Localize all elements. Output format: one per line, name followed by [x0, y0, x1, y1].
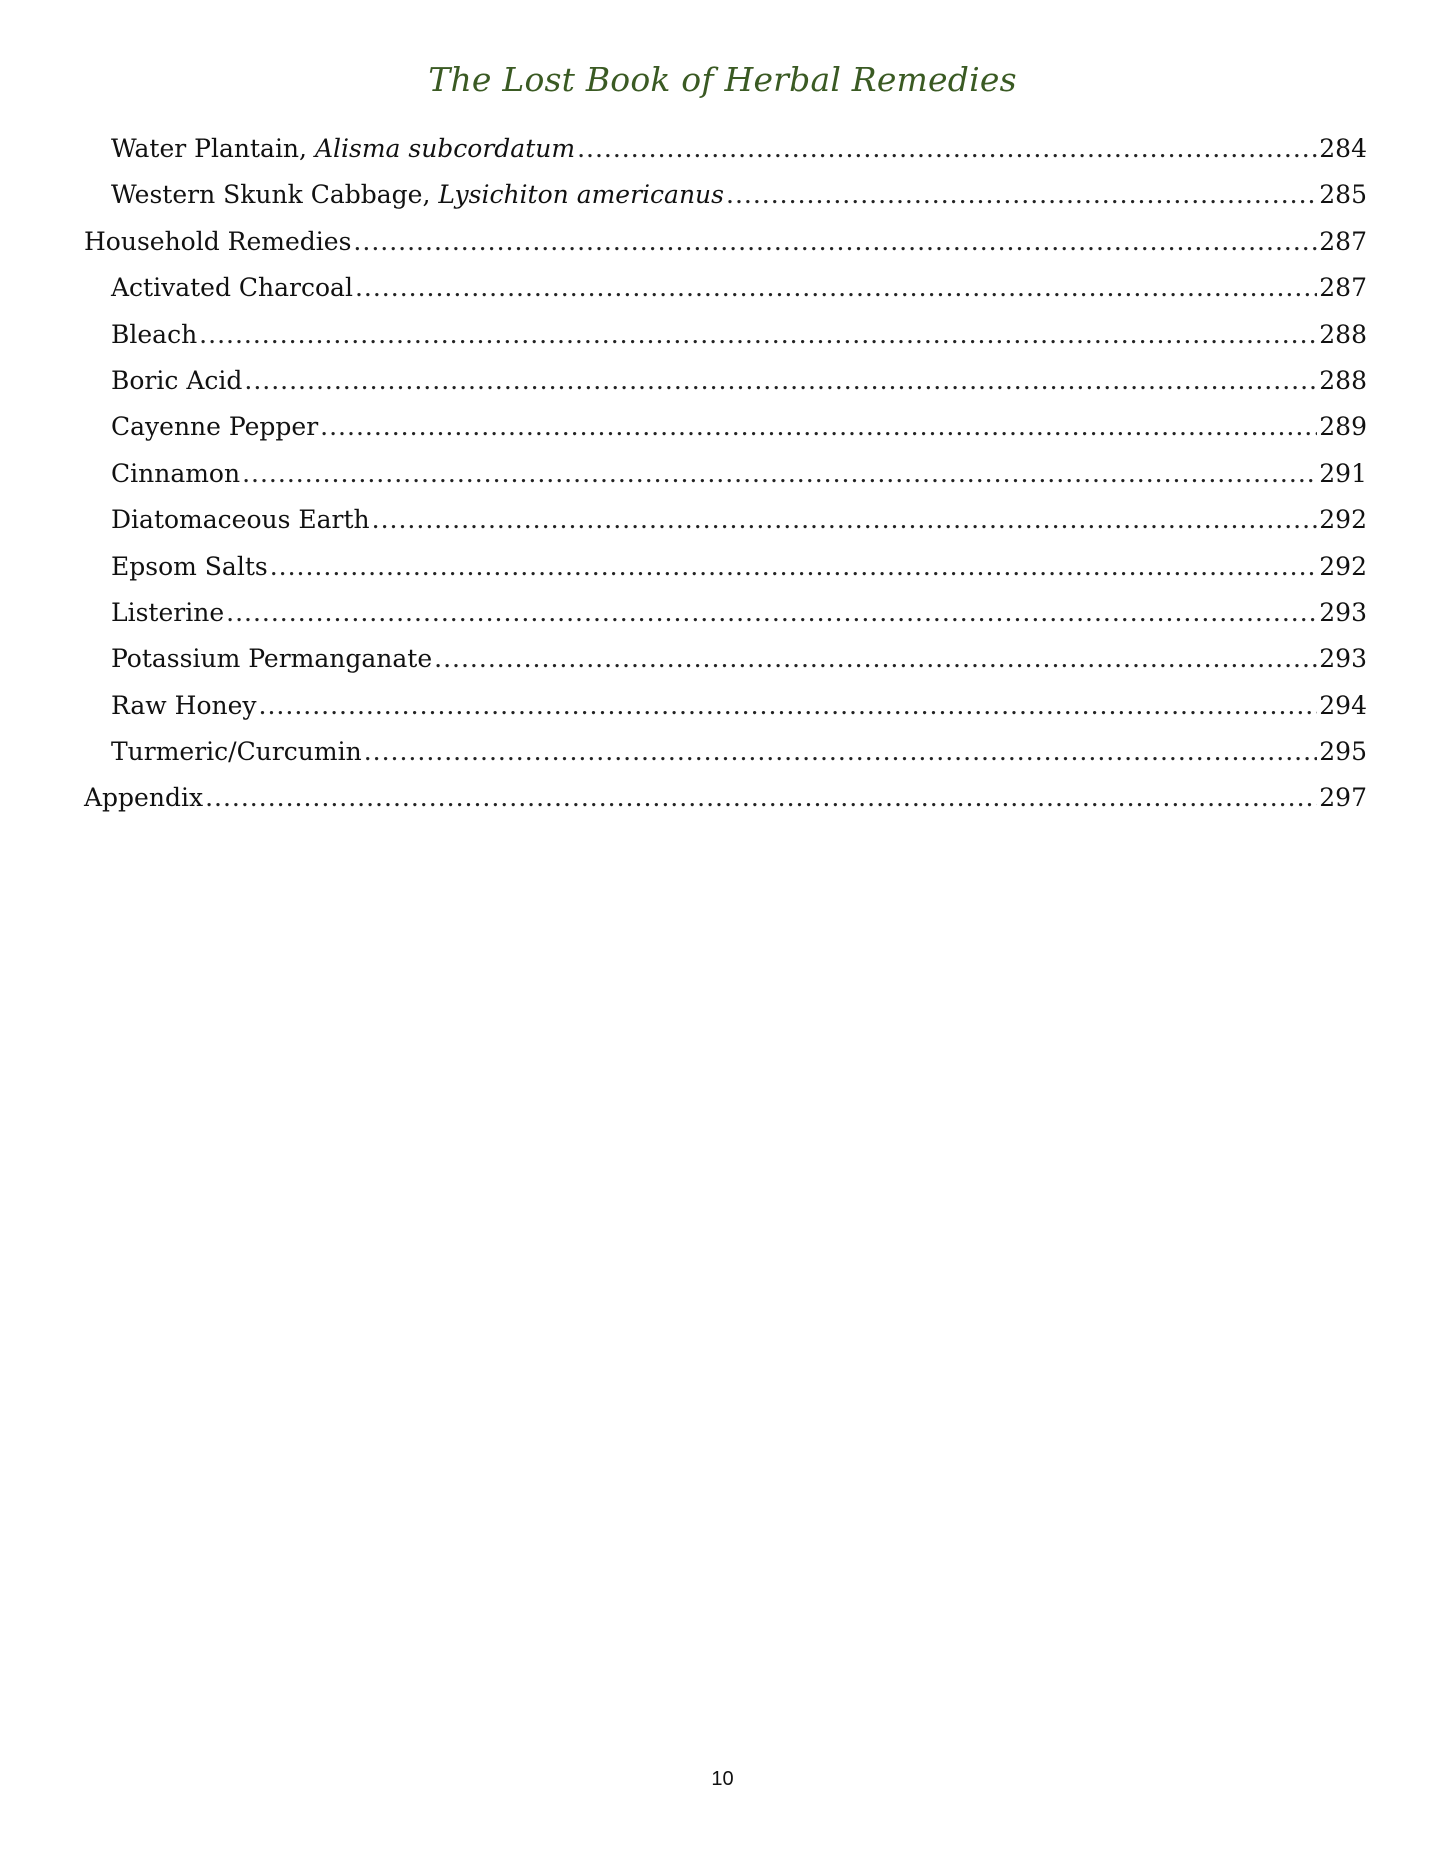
dot-leader: [270, 552, 1318, 581]
toc-entry-page: 293: [1319, 597, 1367, 627]
table-of-contents: [84, 134, 1367, 830]
toc-entry-label: Boric Acid: [111, 365, 243, 395]
toc-entry-page: 284: [1319, 134, 1367, 163]
toc-entry-latin-name: Alisma subcordatum: [314, 134, 576, 163]
toc-entry-label: Epsom Salts: [111, 551, 268, 581]
toc-entry-label: Cinnamon: [111, 458, 241, 488]
toc-section-appendix[interactable]: [84, 783, 1367, 829]
toc-entry[interactable]: [84, 459, 1367, 505]
toc-entry-page: 289: [1319, 412, 1367, 442]
toc-entry-page: 295: [1319, 737, 1367, 767]
toc-section-label: Household Remedies: [84, 226, 352, 256]
toc-entry-page: 288: [1319, 319, 1367, 349]
dot-leader: [577, 134, 1317, 163]
dot-leader: [353, 227, 1317, 256]
toc-entry[interactable]: [84, 320, 1367, 366]
toc-entry-label: Raw Honey: [111, 690, 257, 720]
toc-entry[interactable]: [84, 598, 1367, 644]
toc-entry-page: 285: [1319, 180, 1367, 210]
dot-leader: [199, 320, 1317, 349]
toc-entry-page: 293: [1319, 644, 1367, 674]
toc-entry-page: 294: [1319, 690, 1367, 720]
toc-entry-label: Bleach: [111, 319, 198, 349]
toc-entry[interactable]: [84, 366, 1367, 412]
toc-section-household-remedies[interactable]: [84, 227, 1367, 273]
toc-section-label: Appendix: [84, 783, 204, 813]
toc-entry-page: 292: [1319, 551, 1367, 581]
toc-entry-label: Diatomaceous Earth: [111, 505, 370, 535]
toc-entry[interactable]: [84, 737, 1367, 783]
toc-entry-label: Potassium Permanganate: [111, 644, 433, 674]
toc-entry-page: 291: [1319, 458, 1367, 488]
toc-entry[interactable]: [84, 134, 1367, 180]
toc-entry-label: Western Skunk Cabbage, Lysichiton americanus: [111, 180, 724, 210]
toc-entry-label: Turmeric/Curcumin: [111, 737, 362, 767]
toc-entry-page: 297: [1319, 783, 1367, 813]
toc-entry-label: Water Plantain, Alisma subcordatum: [111, 134, 576, 163]
toc-entry-latin-name: Lysichiton americanus: [438, 180, 724, 210]
dot-leader: [372, 505, 1318, 534]
toc-entry[interactable]: [84, 505, 1367, 551]
dot-leader: [355, 273, 1317, 302]
dot-leader: [726, 180, 1317, 209]
toc-entry-label: Activated Charcoal: [111, 273, 353, 303]
toc-entry-page: 287: [1319, 226, 1367, 256]
dot-leader: [364, 737, 1318, 766]
dot-leader: [242, 459, 1317, 488]
page-number: 10: [711, 1768, 734, 1790]
running-header-title: The Lost Book of Herbal Remedies: [428, 60, 1017, 99]
toc-entry-page: 288: [1319, 365, 1367, 395]
dot-leader: [434, 644, 1317, 673]
dot-leader: [320, 412, 1317, 441]
toc-entry[interactable]: [84, 552, 1367, 598]
toc-entry[interactable]: [84, 412, 1367, 458]
dot-leader: [244, 366, 1317, 395]
toc-entry-label: Listerine: [111, 597, 225, 627]
toc-entry-label: Cayenne Pepper: [111, 412, 319, 442]
toc-entry[interactable]: [84, 691, 1367, 737]
toc-entry[interactable]: [84, 644, 1367, 690]
toc-entry-page: 287: [1319, 273, 1367, 303]
dot-leader: [226, 598, 1317, 627]
toc-entry-page: 292: [1319, 505, 1367, 535]
dot-leader: [205, 783, 1317, 812]
toc-entry[interactable]: [84, 180, 1367, 226]
dot-leader: [259, 691, 1318, 720]
toc-entry[interactable]: [84, 273, 1367, 319]
